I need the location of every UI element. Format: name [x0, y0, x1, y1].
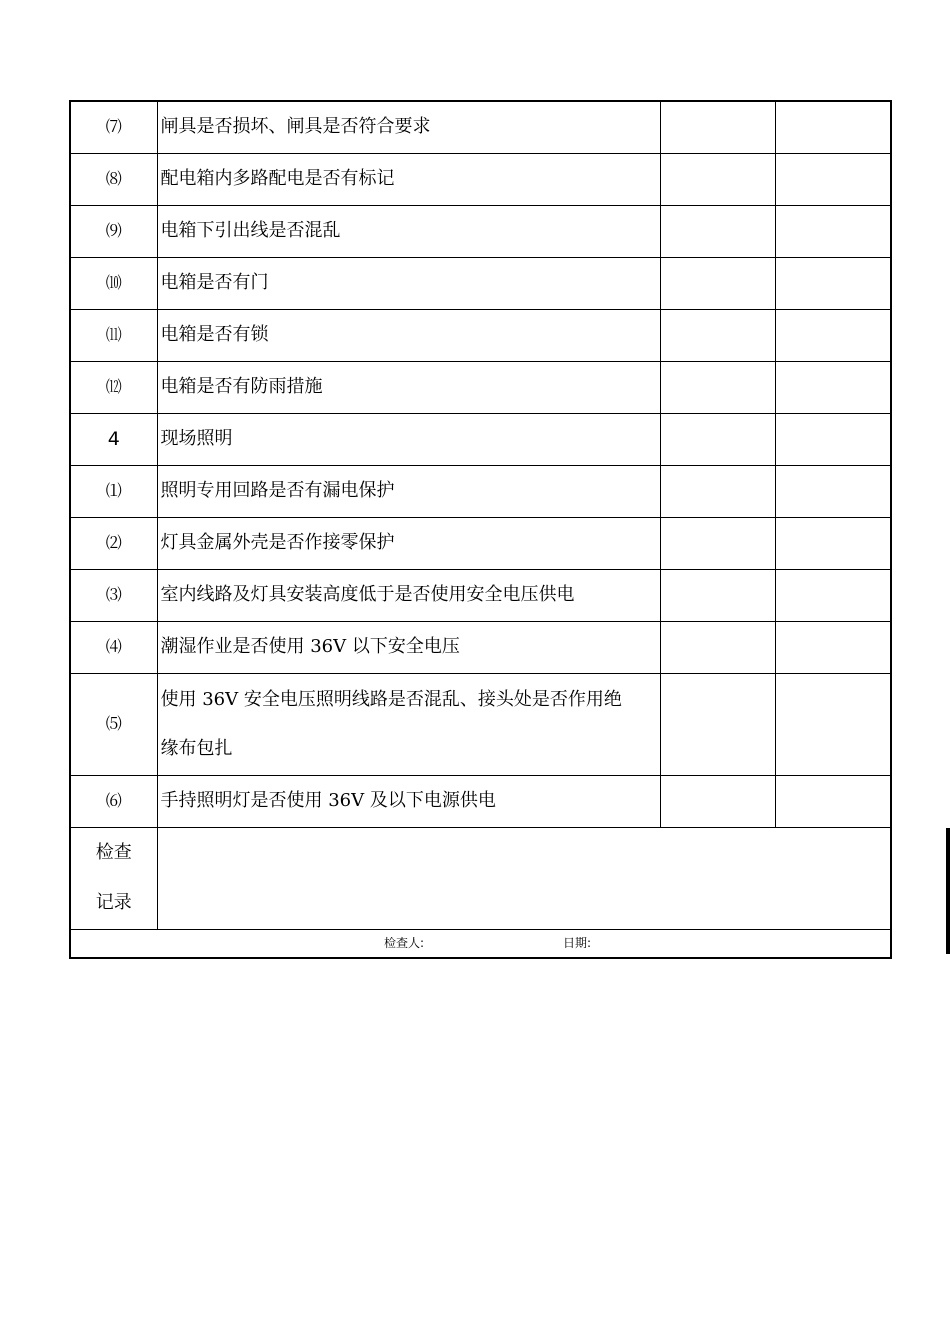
table-row [70, 465, 891, 517]
item-number: ⑽ [70, 257, 157, 309]
section-row [70, 413, 891, 465]
table-row [70, 621, 891, 673]
result-cell [660, 775, 775, 827]
record-label [70, 827, 157, 929]
item-text: 室内线路及灯具安装高度低于是否使用安全电压供电 [157, 569, 660, 621]
remark-cell [775, 257, 891, 309]
remark-cell [775, 673, 891, 775]
table-row [70, 569, 891, 621]
remark-cell [775, 569, 891, 621]
item-number: ⑾ [70, 309, 157, 361]
remark-cell [775, 153, 891, 205]
item-number: ⑸ [70, 673, 157, 775]
result-cell [660, 257, 775, 309]
table-row [70, 205, 891, 257]
item-number: ⑶ [70, 569, 157, 621]
record-label-line2: 记录 [95, 892, 132, 913]
item-text-line2: 缘布包扎 [160, 738, 233, 759]
table-row [70, 309, 891, 361]
table-row [70, 673, 891, 775]
item-number: ⑴ [70, 465, 157, 517]
item-text: 照明专用回路是否有漏电保护 [157, 465, 660, 517]
remark-cell [775, 621, 891, 673]
section-number: 4 [70, 413, 157, 465]
item-text: 灯具金属外壳是否作接零保护 [157, 517, 660, 569]
item-number: ⑺ [70, 101, 157, 153]
item-text-line1: 使用 36V 安全电压照明线路是否混乱、接头处是否作用绝 [160, 689, 622, 710]
item-text: 电箱是否有锁 [157, 309, 660, 361]
table-row [70, 517, 891, 569]
item-text: 电箱下引出线是否混乱 [157, 205, 660, 257]
table-row [70, 257, 891, 309]
result-cell [660, 673, 775, 775]
result-cell [660, 153, 775, 205]
page-edge-mark [946, 828, 950, 954]
table-row [70, 101, 891, 153]
remark-cell [775, 413, 891, 465]
item-text: 电箱是否有门 [157, 257, 660, 309]
remark-cell [775, 361, 891, 413]
inspector-label: 检查人: [384, 936, 425, 951]
item-text: 潮湿作业是否使用 36V 以下安全电压 [157, 621, 660, 673]
remark-cell [775, 465, 891, 517]
item-text: 手持照明灯是否使用 36V 及以下电源供电 [157, 775, 660, 827]
item-number: ⑷ [70, 621, 157, 673]
result-cell [660, 517, 775, 569]
remark-cell [775, 775, 891, 827]
item-number: ⑼ [70, 205, 157, 257]
item-number: ⑵ [70, 517, 157, 569]
remark-cell [775, 101, 891, 153]
result-cell [660, 101, 775, 153]
result-cell [660, 361, 775, 413]
remark-cell [775, 309, 891, 361]
item-text: 电箱是否有防雨措施 [157, 361, 660, 413]
result-cell [660, 621, 775, 673]
item-number: ⑿ [70, 361, 157, 413]
item-text: 配电箱内多路配电是否有标记 [157, 153, 660, 205]
result-cell [660, 569, 775, 621]
date-label: 日期: [563, 936, 592, 951]
result-cell [660, 465, 775, 517]
record-content[interactable] [157, 827, 891, 929]
record-label-line1: 检查 [95, 842, 132, 863]
table-row [70, 361, 891, 413]
result-cell [660, 309, 775, 361]
result-cell [660, 205, 775, 257]
result-cell [660, 413, 775, 465]
item-text: 闸具是否损坏、闸具是否符合要求 [157, 101, 660, 153]
table-row [70, 775, 891, 827]
footer-row [70, 929, 891, 958]
item-number: ⑹ [70, 775, 157, 827]
section-title: 现场照明 [157, 413, 660, 465]
remark-cell [775, 517, 891, 569]
record-row [70, 827, 891, 929]
table-row [70, 153, 891, 205]
inspection-table [69, 100, 892, 959]
signature-line [70, 929, 891, 958]
item-number: ⑻ [70, 153, 157, 205]
item-text [157, 673, 660, 775]
remark-cell [775, 205, 891, 257]
